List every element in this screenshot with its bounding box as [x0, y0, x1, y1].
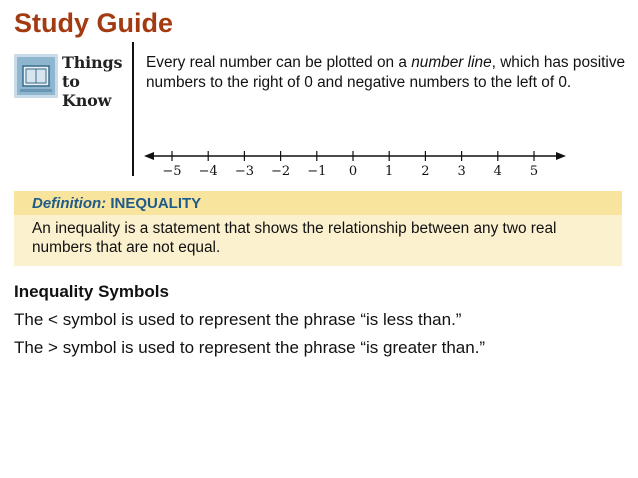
inequality-symbols-heading: Inequality Symbols [14, 282, 169, 301]
number-line-tick-label: −4 [198, 164, 218, 179]
intro-text-after: , which has positive numbers to the right of 0 and negative numbers to the left of 0. [146, 54, 626, 91]
definition-text: An inequality is a statement that shows the relationship between any two real numbers that are not equal. [32, 220, 557, 256]
number-line-tick-label: 0 [348, 164, 358, 179]
number-line-tick-label: −3 [234, 164, 254, 179]
less-than-symbol: < [48, 310, 58, 329]
definition-header [14, 191, 622, 215]
less-than-line [14, 310, 461, 330]
number-line-left-arrow [144, 152, 154, 160]
number-line-tick-label: 4 [493, 164, 502, 179]
intro-paragraph [146, 53, 626, 93]
greater-than-prefix: The [14, 338, 44, 357]
definition-term: INEQUALITY [110, 195, 202, 212]
number-line-tick-label: −1 [307, 164, 327, 179]
less-than-text: symbol is used to represent the phrase “is less than.” [62, 310, 462, 329]
number-line [138, 142, 578, 182]
number-line-right-arrow [556, 152, 566, 160]
intro-emphasis: number line [411, 54, 492, 71]
definition-box [14, 191, 622, 266]
page-title: Study Guide [14, 8, 174, 38]
number-line-tick-label: −5 [162, 164, 182, 179]
badge-line-1: Things [62, 53, 123, 72]
less-than-prefix: The [14, 310, 44, 329]
greater-than-line [14, 338, 485, 358]
number-line-tick-label: 3 [457, 164, 466, 179]
greater-than-symbol: > [48, 338, 58, 357]
intro-text-before: Every real number can be plotted on a [146, 54, 412, 71]
definition-body [14, 215, 622, 266]
badge-line-2: to Know [62, 72, 112, 110]
vertical-rule [132, 42, 134, 176]
number-line-tick-label: 5 [529, 164, 539, 179]
definition-label: Definition: [32, 195, 107, 212]
badge-label [62, 53, 128, 110]
things-to-know-badge [14, 53, 128, 110]
number-line-tick-label: 1 [385, 164, 394, 179]
number-line-tick-label: −2 [271, 164, 291, 179]
greater-than-text: symbol is used to represent the phrase “is greater than.” [62, 338, 486, 357]
definition-title [32, 195, 201, 212]
number-line-tick-label: 2 [421, 164, 430, 179]
book-icon [14, 54, 58, 98]
